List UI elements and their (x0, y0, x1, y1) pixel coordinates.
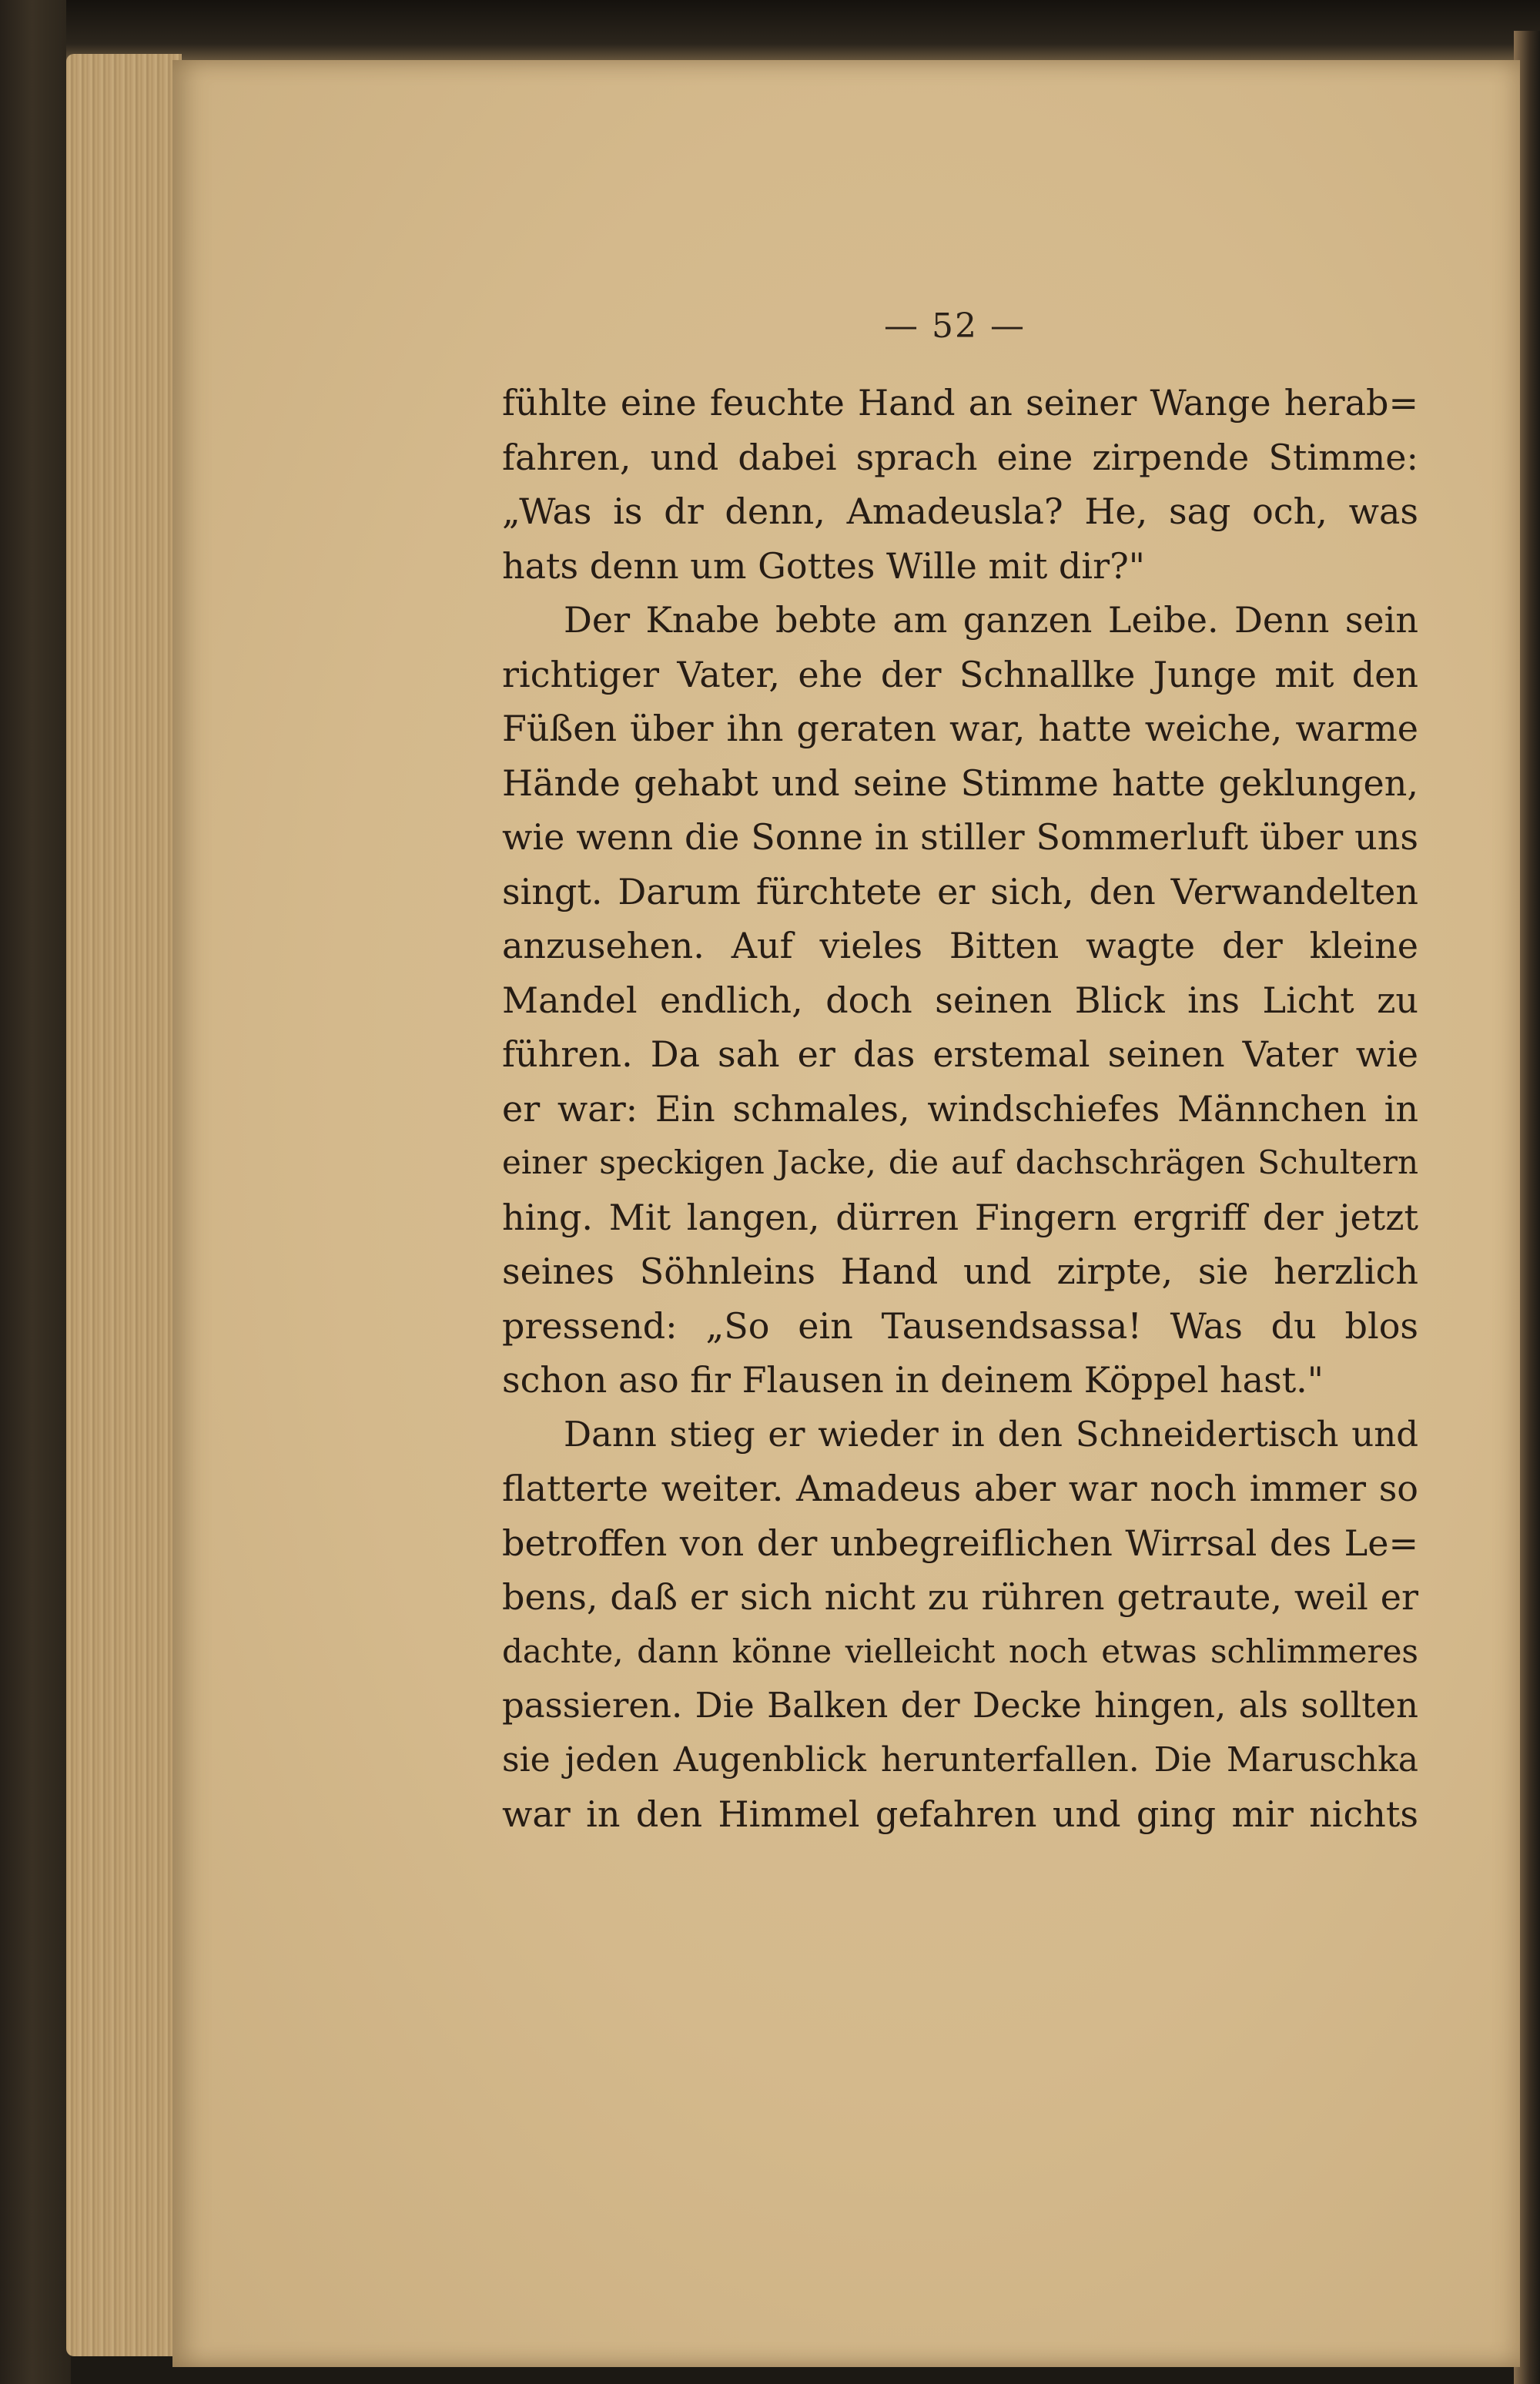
text-line: fühlte eine feuchte Hand an seiner Wange herab= (502, 382, 1418, 424)
text-line: Der Knabe bebte am ganzen Leibe. Denn sein (564, 599, 1418, 641)
text-line: fahren, und dabei sprach eine zirpende Stimme: (502, 436, 1418, 478)
text-line: er war: Ein schmales, windschiefes Männchen in (502, 1087, 1418, 1130)
text-line: sie jeden Augenblick herunterfallen. Die Maruschka (502, 1739, 1418, 1780)
body-text (502, 376, 1418, 1842)
text-line: dachte, dann könne vielleicht noch etwas schlimmeres (502, 1632, 1418, 1670)
text-line: Füßen über ihn geraten war, hatte weiche, warme (502, 708, 1418, 749)
text-line: führen. Da sah er das erstemal seinen Vater wie (502, 1033, 1418, 1075)
text-line: Mandel endlich, doch seinen Blick ins Licht zu (502, 979, 1418, 1021)
text-line: anzusehen. Auf vieles Bitten wagte der kleine (502, 925, 1418, 966)
text-line: bens, daß er sich nicht zu rühren getraute, weil er (502, 1576, 1418, 1618)
page-edges (66, 54, 182, 2356)
text-line: singt. Darum fürchtete er sich, den Verwandelten (502, 870, 1418, 912)
text-line: pressend: „So ein Tausendsassa! Was du blos (502, 1304, 1418, 1347)
text-line: passieren. Die Balken der Decke hingen, als sollten (502, 1685, 1418, 1726)
text-line: Hände gehabt und seine Stimme hatte geklungen, (502, 762, 1418, 804)
page-number: — 52 — (884, 306, 1026, 346)
text-line: betroffen von der unbegreiflichen Wirrsal des Le= (502, 1522, 1418, 1564)
text-line: hats denn um Gottes Wille mit dir?" (502, 544, 1145, 587)
text-line: einer speckigen Jacke, die auf dachschrägen Schultern (502, 1143, 1418, 1181)
text-line: richtiger Vater, ehe der Schnallke Junge mit den (502, 653, 1418, 695)
text-line: war in den Himmel gefahren und ging mir nichts (502, 1793, 1418, 1835)
text-line: seines Söhnleins Hand und zirpte, sie herzlich (502, 1251, 1418, 1292)
text-line: hing. Mit langen, dürren Fingern ergriff der jetzt (502, 1196, 1418, 1238)
text-line: schon aso fir Flausen in deinem Köppel hast." (502, 1359, 1324, 1401)
book-binding-top (66, 0, 1540, 63)
text-line: wie wenn die Sonne in stiller Sommerluft über uns (502, 816, 1418, 858)
text-line: Dann stieg er wieder in den Schneidertisch und (564, 1413, 1418, 1455)
book-cover-edge (0, 0, 71, 2384)
text-line: flatterte weiter. Amadeus aber war noch immer so (502, 1468, 1418, 1509)
text-line: „Was is dr denn, Amadeusla? He, sag och, was (502, 491, 1418, 532)
